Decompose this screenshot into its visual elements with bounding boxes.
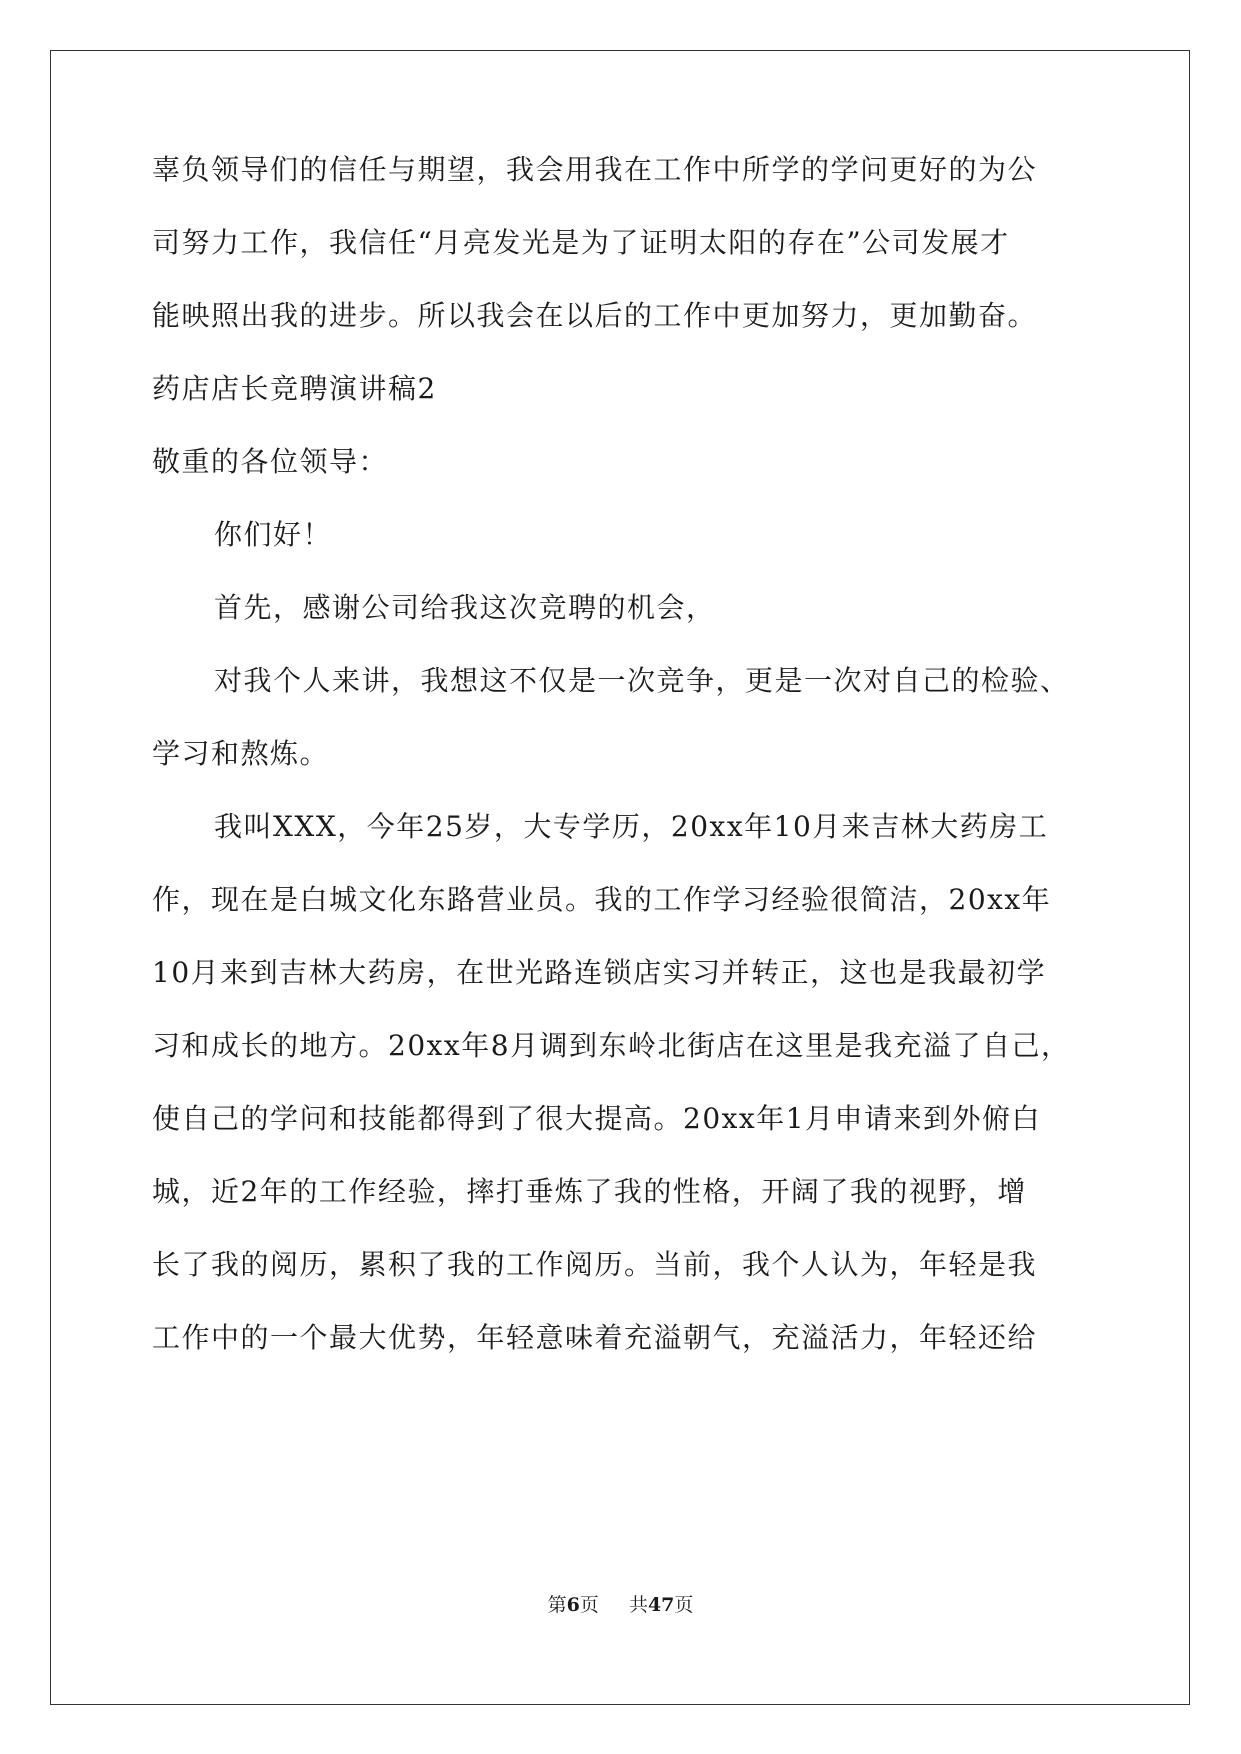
page-indicator [548, 1593, 599, 1617]
paragraph-line: 司努力工作，我信任“月亮发光是为了证明太阳的存在”公司发展才 [152, 226, 1010, 259]
total-pages-indicator [629, 1593, 693, 1617]
page-prefix: 第 [547, 1594, 567, 1616]
total-pages: 47 [647, 1594, 675, 1616]
paragraph-line: 学习和熬炼。 [152, 737, 330, 770]
paragraph-line: 10月来到吉林大药房，在世光路连锁店实习并转正，这也是我最初学 [152, 956, 1047, 989]
paragraph-line: 工作中的一个最大优势，年轻意味着充溢朝气，充溢活力，年轻还给 [152, 1321, 1038, 1354]
salutation: 敬重的各位领导： [152, 445, 389, 478]
paragraph-line: 作，现在是白城文化东路营业员。我的工作学习经验很简洁，20xx年 [152, 883, 1052, 916]
greeting: 你们好！ [214, 518, 333, 551]
total-prefix: 共 [628, 1594, 648, 1616]
total-suffix: 页 [674, 1594, 694, 1616]
paragraph-line: 辜负领导们的信任与期望，我会用我在工作中所学的学问更好的为公 [152, 153, 1038, 186]
paragraph-line: 长了我的阅历，累积了我的工作阅历。当前，我个人认为，年轻是我 [152, 1248, 1038, 1281]
page-number: 6 [566, 1594, 580, 1616]
page-footer [0, 1593, 1241, 1617]
paragraph-line: 我叫XXX，今年25岁，大专学历，20xx年10月来吉林大药房工 [214, 810, 1049, 843]
paragraph-line: 习和成长的地方。20xx年8月调到东岭北街店在这里是我充溢了自己， [152, 1029, 1071, 1062]
paragraph-line: 对我个人来讲，我想这不仅是一次竞争，更是一次对自己的检验、 [214, 664, 1070, 697]
paragraph-line: 首先，感谢公司给我这次竞聘的机会， [214, 591, 716, 624]
paragraph-line: 使自己的学问和技能都得到了很大提高。20xx年1月申请来到外俯白 [152, 1102, 1042, 1135]
paragraph-line: 能映照出我的进步。所以我会在以后的工作中更加努力，更加勤奋。 [152, 299, 1038, 332]
paragraph-line: 城，近2年的工作经验，摔打垂炼了我的性格，开阔了我的视野，增 [152, 1175, 1027, 1208]
page-suffix: 页 [579, 1594, 599, 1616]
section-heading: 药店店长竞聘演讲稿2 [152, 372, 437, 405]
